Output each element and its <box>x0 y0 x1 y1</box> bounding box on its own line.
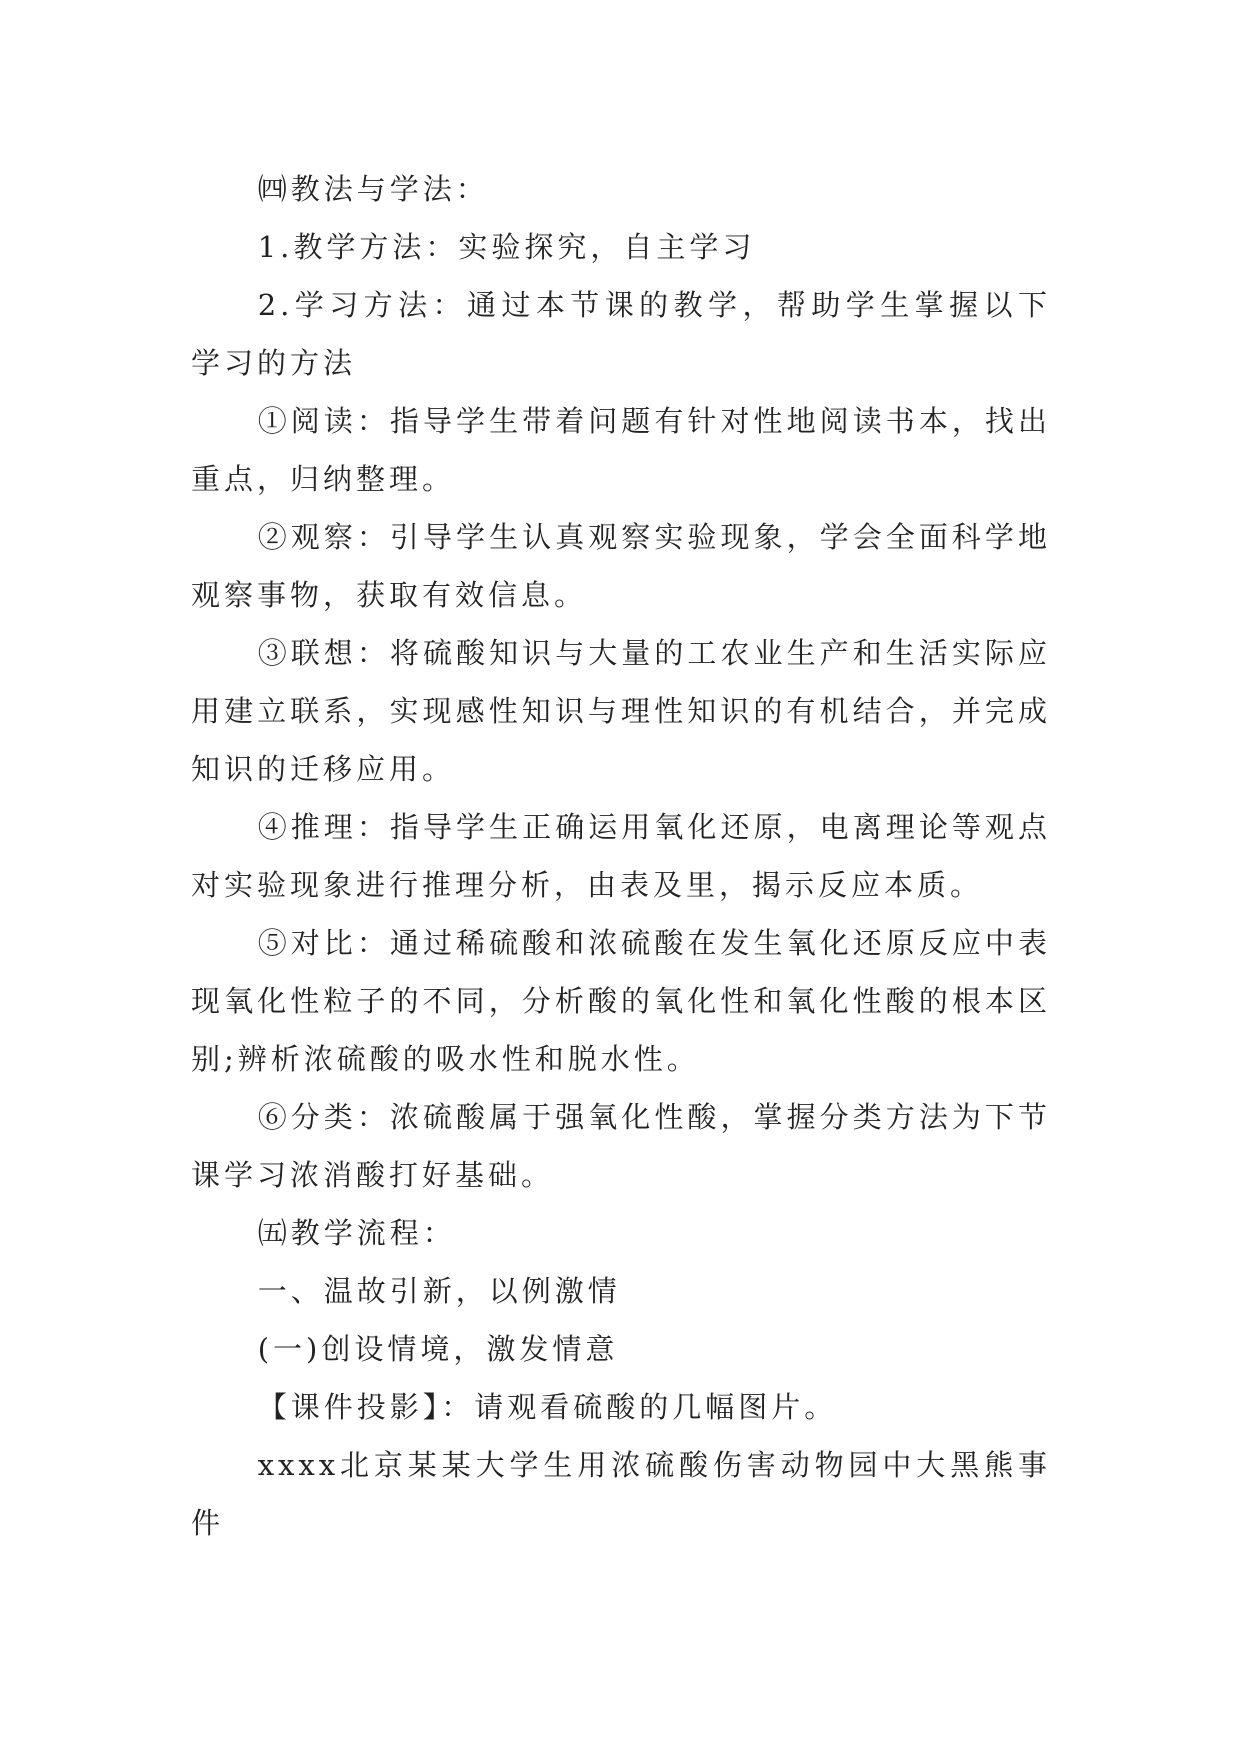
document-body <box>191 160 1051 1552</box>
method-reading: ①阅读：指导学生带着问题有针对性地阅读书本，找出重点，归纳整理。 <box>191 404 1051 496</box>
flow-substep-one: (一)创设情境，激发情意 <box>257 1332 619 1366</box>
courseware-projection: 【课件投影】：请观看硫酸的几幅图片。 <box>257 1390 838 1424</box>
method-comparison: ⑤对比：通过稀硫酸和浓硫酸在发生氧化还原反应中表现氧化性粒子的不同，分析酸的氧化性和氧化性酸的根本区别;辨析浓硫酸的吸水性和脱水性。 <box>191 926 1051 1076</box>
section-heading-teaching-flow: ㈤教学流程： <box>257 1216 456 1250</box>
method-reasoning: ④推理：指导学生正确运用氧化还原，电离理论等观点对实验现象进行推理分析，由表及里，揭示反应本质。 <box>191 810 1051 902</box>
learning-method-item: 2.学习方法：通过本节课的教学，帮助学生掌握以下学习的方法 <box>191 288 1051 380</box>
method-association: ③联想：将硫酸知识与大量的工农业生产和生活实际应用建立联系，实现感性知识与理性知识的有机结合，并完成知识的迁移应用。 <box>191 636 1051 786</box>
section-heading-teaching-methods: ㈣教法与学法： <box>257 172 489 206</box>
method-observation: ②观察：引导学生认真观察实验现象，学会全面科学地观察事物，获取有效信息。 <box>191 520 1051 612</box>
teaching-method-item: 1.教学方法：实验探究，自主学习 <box>257 230 756 264</box>
method-classification: ⑥分类：浓硫酸属于强氧化性酸，掌握分类方法为下节课学习浓消酸打好基础。 <box>191 1100 1051 1192</box>
flow-step-one: 一、温故引新，以例激情 <box>257 1274 621 1308</box>
incident-description: xxxx北京某某大学生用浓硫酸伤害动物园中大黑熊事件 <box>191 1448 1051 1540</box>
